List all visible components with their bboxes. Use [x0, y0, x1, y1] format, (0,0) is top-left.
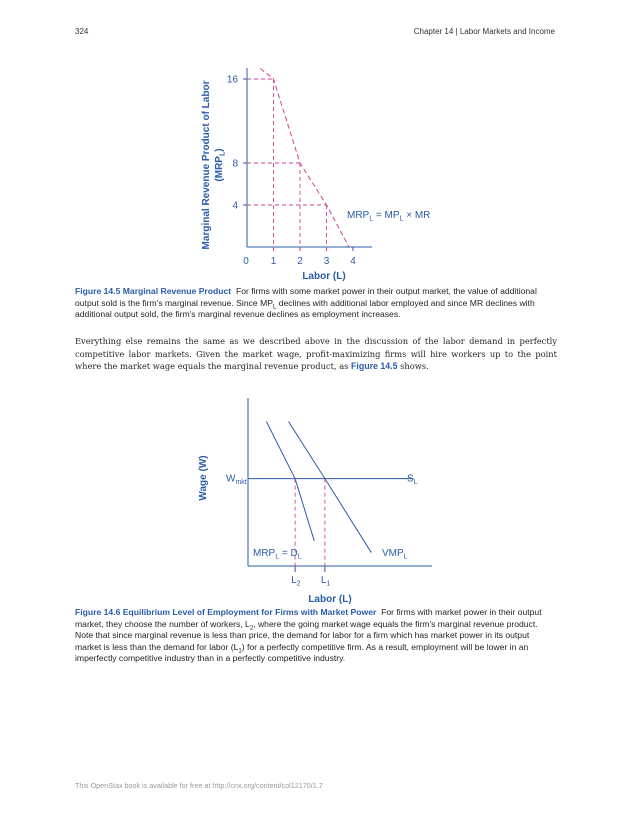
x-tick-label: 0 [243, 256, 249, 267]
figure-14-6-caption-sub: 2 [249, 625, 254, 632]
running-head: Chapter 14 | Labor Markets and Income [413, 27, 555, 36]
x-tick-label: 4 [350, 256, 356, 267]
figure-14-5-caption-title: Figure 14.5 Marginal Revenue Product [75, 286, 232, 296]
figure-14-5-link[interactable]: Figure 14.5 [351, 361, 398, 371]
body-paragraph [75, 335, 557, 373]
x-tick-label: 2 [297, 256, 303, 267]
figure-14-5-caption [75, 286, 557, 321]
y-tick-label: 8 [232, 158, 238, 170]
page-number: 324 [75, 27, 89, 36]
figure-14-5-chart [0, 0, 630, 290]
y-tick-label: 4 [232, 200, 238, 212]
x-axis-title: Labor (L) [302, 271, 346, 282]
body-paragraph-text-end: shows. [397, 361, 429, 371]
body-paragraph-text: Everything else remains the same as we described above in the discussion of the labor demand in perfectly competitive labor markets. Given the market wage, profit-maximizing firms will hire workers up to the point where the market wage equals the marginal revenue product, as [75, 336, 557, 371]
figure-14-6-caption-sub-2: 1 [238, 648, 242, 655]
mrp-curve-2 [266, 422, 314, 541]
y-axis-title-2: $(MRP_L)$ [214, 148, 227, 182]
curve-label: $MRP_L = MP_L$ × MR [347, 210, 431, 223]
x-tick-label: 3 [323, 256, 330, 267]
figure-14-5-caption-text: For firms with some market power in their output market, the value of additional output sold is the firm's marginal revenue. Since MP [75, 286, 537, 308]
x-tick-label-2: $L_2$ [291, 575, 301, 588]
footer: This OpenStax book is available for free at http://cnx.org/content/col12170/1.7 [75, 781, 323, 790]
x-tick-label-2: $L_1$ [320, 575, 331, 588]
vmp-curve [288, 422, 371, 553]
figure-14-6-caption-text-2: , where the going market wage equals the firm's marginal revenue product. Note that since marginal revenue is less than price, the demand for labor for a firm which has market power in its output market is less than the demand for labor (L [75, 618, 538, 652]
y-axis-title: Marginal Revenue Product of Labor [201, 80, 212, 250]
figure-14-5-caption-sub: L [272, 304, 277, 311]
x-axis-title-2: Labor (L) [308, 594, 352, 605]
vmp-label: $VMP_L$ [382, 548, 408, 561]
figure-14-5-caption-text-2: declines with additional labor employed and since MR declines with additional output sold, the firm's marginal revenue declines as employment increases. [75, 297, 535, 319]
figure-14-6-caption [75, 607, 557, 665]
mrp-label: $MRP_L = D_L$ [253, 548, 302, 561]
figure-14-6-caption-title: Figure 14.6 Equilibrium Level of Employment for Firms with Market Power [75, 607, 377, 617]
wage-label: $W_{mkt}$ [226, 473, 247, 487]
figure-14-6-caption-text: For firms with market power in their output market, they choose the number of workers, L [75, 607, 542, 629]
x-tick-label: 1 [270, 256, 277, 267]
supply-label: $S_L$ [407, 473, 418, 487]
figure-14-6-caption-text-3: ) for a perfectly competitive firm. As a result, employment will be lower in an imperfectly competitive industry than in a perfectly competitive industry. [75, 641, 529, 663]
y-tick-label: 16 [226, 74, 238, 86]
y-axis-title-2: Wage (W) [198, 455, 209, 501]
